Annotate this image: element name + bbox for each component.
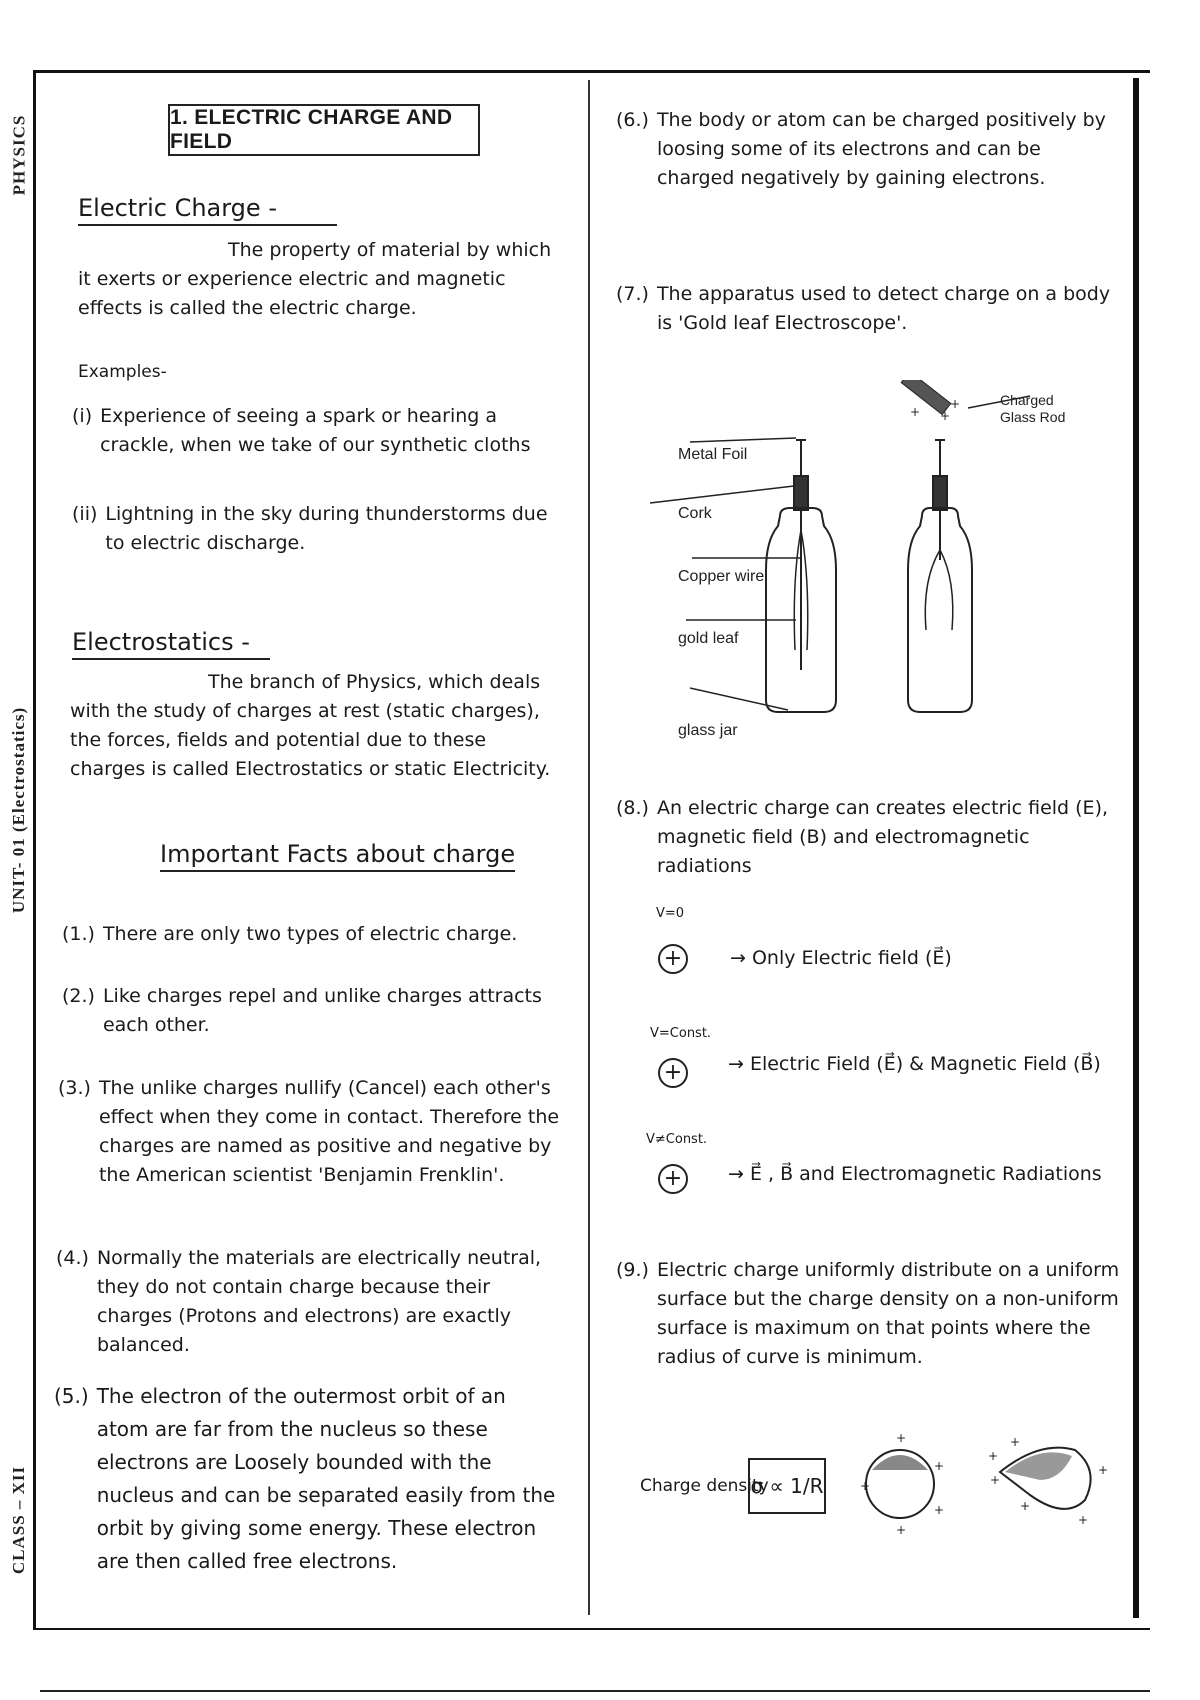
sidebar-unit-text: UNIT- 01 (Electrostatics)	[9, 706, 28, 914]
electric-charge-heading-text: Electric Charge -	[78, 194, 337, 226]
page-bottom-rule	[40, 1690, 1150, 1692]
fact-number: (5.)	[54, 1384, 89, 1408]
charged-glass-rod	[901, 380, 960, 423]
label-charged-glass-rod: Charged Glass Rod	[1000, 392, 1066, 425]
velocity-label: V≠Const.	[646, 1132, 708, 1147]
examples-label: Examples-	[78, 362, 167, 382]
fact-number: (7.)	[616, 283, 649, 305]
velocity-label: V=0	[656, 906, 685, 921]
svg-text:+: +	[1010, 1435, 1021, 1449]
example-text: Experience of seeing a spark or hearing a crackle, when we take of our synthetic cloths	[100, 405, 531, 456]
electric-charge-definition: The property of material by which it exerts or experience electric and magnetic effects is called the electric charge.	[78, 239, 552, 319]
label-copper-wire: Copper wire	[678, 568, 765, 585]
fact-item	[616, 1256, 1122, 1372]
fact-text: Like charges repel and unlike charges attracts each other.	[102, 985, 542, 1036]
fact-text: The electron of the outermost orbit of an atom are far from the nucleus so these electrons are Loosely bounded with the nucleus and can be separated easily from the orbit by giving some energy. These electron are then called free electrons.	[96, 1384, 556, 1573]
fact-text: The apparatus used to detect charge on a body is 'Gold leaf Electroscope'.	[656, 283, 1111, 334]
case-description: → Only Electric field (E⃗)	[730, 947, 952, 969]
fact-item	[616, 106, 1116, 193]
svg-text:+: +	[1078, 1513, 1089, 1527]
svg-text:+: +	[1098, 1463, 1109, 1477]
svg-text:+: +	[990, 1473, 1001, 1487]
fact-text: There are only two types of electric charge.	[102, 923, 518, 945]
case-description: → Electric Field (E⃗) & Magnetic Field (B⃗)	[728, 1053, 1101, 1075]
charge-density-formula: σ ∝ 1/R	[748, 1458, 826, 1514]
fact-number: (1.)	[62, 923, 95, 945]
electroscope-uncharged	[766, 440, 836, 712]
case-description: → E⃗ , B⃗ and Electromagnetic Radiations	[728, 1163, 1102, 1185]
fact-text: The body or atom can be charged positively by loosing some of its electrons and can be charged negatively by gaining electrons.	[656, 109, 1106, 189]
electrostatics-heading-text: Electrostatics -	[72, 628, 270, 660]
frame-top-rule	[34, 70, 1150, 73]
sidebar-class-text: CLASS – XII	[9, 1465, 28, 1575]
svg-text:+: +	[896, 1431, 907, 1445]
velocity-label: V=Const.	[650, 1026, 712, 1041]
fact-item	[62, 920, 562, 949]
label-gold-leaf: gold leaf	[678, 630, 739, 647]
fact-number: (6.)	[616, 109, 649, 131]
electric-charge-heading	[78, 194, 337, 223]
svg-text:+: +	[1020, 1499, 1031, 1513]
example-number: (i)	[72, 405, 93, 427]
page-title: 1. ELECTRIC CHARGE AND FIELD	[168, 104, 480, 156]
important-facts-heading-text: Important Facts about charge	[160, 840, 515, 872]
uniform-sphere	[860, 1431, 944, 1537]
positive-charge-icon: +	[658, 1058, 688, 1088]
fact-item	[62, 982, 562, 1040]
example-text: Lightning in the sky during thunderstorms due to electric discharge.	[105, 503, 548, 554]
fact-number: (2.)	[62, 985, 95, 1007]
label-metal-foil: Metal Foil	[678, 446, 748, 463]
fact-item	[58, 1074, 562, 1190]
label-glass-jar: glass jar	[678, 722, 738, 739]
fact-item	[616, 280, 1116, 338]
example-item	[72, 500, 560, 558]
svg-text:+: +	[988, 1449, 999, 1463]
non-uniform-drop	[988, 1435, 1108, 1527]
fact-number: (8.)	[616, 797, 649, 819]
example-item	[72, 402, 560, 460]
fact-item	[54, 1380, 562, 1578]
fact-number: (4.)	[56, 1247, 89, 1269]
fact-text: Normally the materials are electrically neutral, they do not contain charge because their charges (Protons and electrons) are exactly balanced.	[96, 1247, 542, 1356]
svg-text:+: +	[940, 409, 951, 423]
svg-text:+: +	[934, 1459, 945, 1473]
svg-text:+: +	[934, 1503, 945, 1517]
charge-density-label: Charge density	[640, 1476, 769, 1496]
svg-text:+: +	[950, 397, 961, 411]
frame-left-rule	[33, 70, 36, 1630]
electrostatics-heading	[72, 628, 270, 657]
important-facts-heading	[160, 840, 515, 869]
svg-text:+: +	[860, 1479, 871, 1493]
svg-text:+: +	[896, 1523, 907, 1537]
sidebar-subject-text: PHYSICS	[9, 114, 28, 196]
fact-item	[616, 794, 1122, 881]
example-number: (ii)	[72, 503, 98, 525]
right-edge-bar	[1133, 78, 1139, 1618]
label-cork: Cork	[678, 505, 712, 522]
positive-charge-icon: +	[658, 944, 688, 974]
electrostatics-definition: The branch of Physics, which deals with the study of charges at rest (static charges), the forces, fields and potential due to these charges is called Electrostatics or static Electricity.	[70, 671, 551, 780]
fact-text: Electric charge uniformly distribute on a uniform surface but the charge density on a non-uniform surface is maximum on that points where the radius of curve is minimum.	[656, 1259, 1120, 1368]
positive-charge-icon: +	[658, 1164, 688, 1194]
fact-item	[56, 1244, 562, 1360]
fact-text: An electric charge can creates electric field (E), magnetic field (B) and electromagnetic radiations	[656, 797, 1109, 877]
frame-bottom-rule	[34, 1628, 1150, 1630]
charge-distribution-diagram	[860, 1410, 1120, 1560]
svg-text:+: +	[910, 405, 921, 419]
fact-number: (9.)	[616, 1259, 649, 1281]
fact-number: (3.)	[58, 1077, 91, 1099]
electroscope-charged	[908, 440, 972, 712]
fact-text: The unlike charges nullify (Cancel) each other's effect when they come in contact. Therefore the charges are named as positive and negative by the American scientist 'Benjamin Frenklin'.	[98, 1077, 560, 1186]
column-divider	[588, 80, 590, 1615]
